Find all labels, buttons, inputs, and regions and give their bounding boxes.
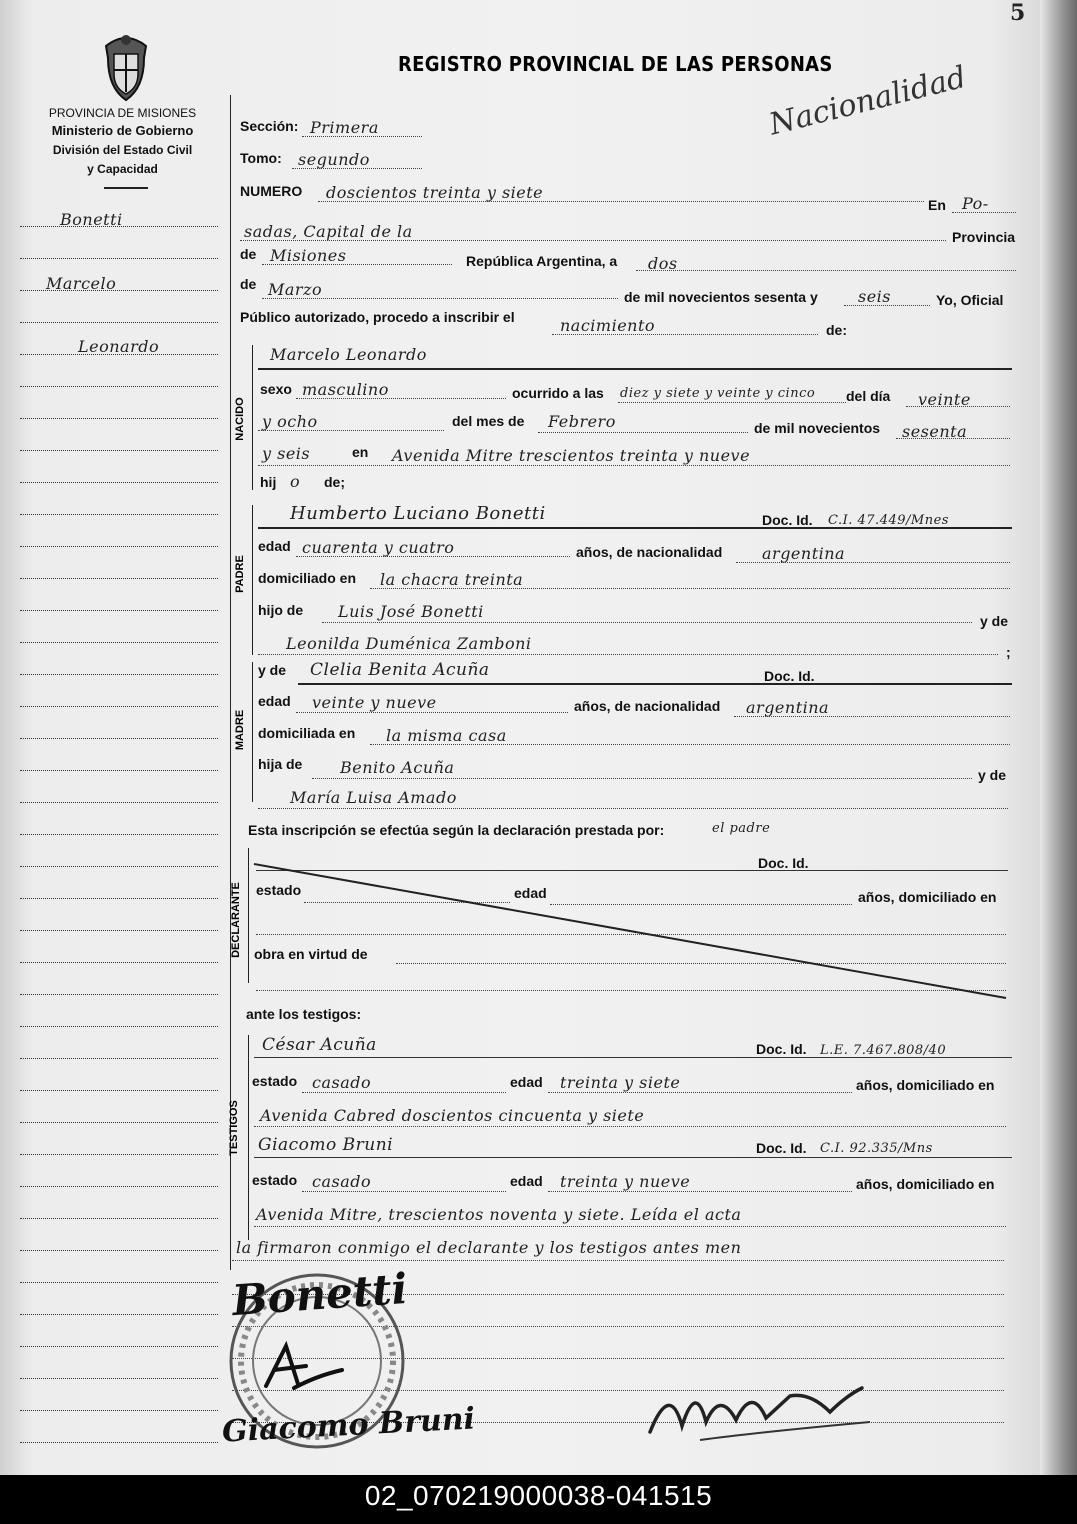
de-month-label: de (240, 276, 257, 292)
closing-line (232, 1260, 1004, 1261)
place-part1: Po- (962, 194, 989, 213)
w2-estado-value: casado (312, 1172, 372, 1191)
anio-value-2: y seis (262, 444, 311, 463)
margin-rule (20, 546, 218, 547)
mes-label: del mes de (452, 413, 525, 429)
margin-rule (20, 770, 218, 771)
w2-doc-label: Doc. Id. (756, 1140, 807, 1156)
margin-rule (20, 258, 218, 259)
madre-father-line (312, 778, 972, 779)
de-colon-label: de: (826, 322, 847, 338)
padre-yde-label: y de (980, 613, 1009, 629)
margin-rule (20, 1378, 218, 1379)
province-label: PROVINCIA DE MISIONES (48, 106, 197, 120)
madre-nac-value: argentina (746, 698, 830, 717)
padre-bracket (252, 505, 253, 655)
margin-rule (20, 1154, 218, 1155)
madre-mother-line (258, 808, 1008, 809)
seccion-value: Primera (310, 118, 379, 137)
margin-rule (20, 1346, 218, 1347)
w1-doc-label: Doc. Id. (756, 1041, 807, 1057)
padre-dom-label: domiciliado en (258, 570, 357, 586)
margin-rule (20, 962, 218, 963)
seccion-label: Sección: (240, 118, 299, 134)
margin-rule (20, 930, 218, 931)
w1-dom-line (254, 1126, 1006, 1127)
provincia-label: Provincia (952, 229, 1016, 245)
nacido-name: Marcelo Leonardo (270, 345, 427, 364)
coat-of-arms-icon (94, 28, 158, 104)
nacido-mil-label: de mil novecientos (754, 420, 881, 436)
tomo-value: segundo (298, 150, 370, 169)
nacido-en-label: en (352, 444, 369, 460)
lugar-line (258, 465, 1010, 466)
signature-official (640, 1362, 890, 1452)
w2-doc-value: C.I. 92.335/Mns (820, 1141, 933, 1156)
w2-edad-value: treinta y nueve (560, 1172, 691, 1191)
capacity-label: y Capacidad (87, 162, 158, 176)
padre-edad-label: edad (258, 538, 291, 554)
w1-estado-label: estado (252, 1073, 298, 1089)
sexo-value: masculino (302, 380, 389, 399)
margin-rule (20, 1442, 218, 1443)
margin-rule (20, 866, 218, 867)
dia-value-2: y ocho (262, 412, 318, 431)
margin-rule (20, 802, 218, 803)
nacido-name-line (258, 368, 1012, 370)
year-value: seis (858, 287, 892, 306)
section-testigos: TESTIGOS (228, 1100, 240, 1156)
section-padre: PADRE (234, 555, 246, 593)
w2-name: Giacomo Bruni (258, 1135, 394, 1155)
section-nacido: NACIDO (234, 397, 246, 441)
madre-father-value: Benito Acuña (340, 758, 455, 777)
madre-yde-label: y de (258, 662, 287, 678)
margin-rule (20, 322, 218, 323)
declarante-doc-label: Doc. Id. (758, 855, 809, 871)
margin-rule (20, 898, 218, 899)
madre-edad-value: veinte y nueve (312, 693, 437, 712)
madre-name: Clelia Benita Acuña (310, 660, 490, 680)
padre-hijo-label: hijo de (258, 602, 304, 618)
numero-value: doscientos treinta y siete (326, 183, 544, 202)
mes-line (538, 432, 748, 433)
w2-name-line (254, 1157, 1012, 1158)
declarante-estado-label: estado (256, 882, 302, 898)
margin-rule (20, 1026, 218, 1027)
w2-dom-line (254, 1226, 1006, 1227)
w1-edad-line (548, 1092, 852, 1093)
signature-witness: Giacomo Bruni (221, 1401, 476, 1450)
w2-dom-value: Avenida Mitre, trescientos noventa y siete. Leída el acta (256, 1205, 742, 1224)
padre-nac-label: años, de nacionalidad (576, 544, 723, 560)
mes-value: Febrero (548, 412, 616, 431)
madre-doc-label: Doc. Id. (764, 668, 815, 684)
declarante-anios-label: años, domiciliado en (858, 889, 997, 905)
padre-doc-label: Doc. Id. (762, 512, 813, 528)
w1-anios-label: años, domiciliado en (856, 1077, 995, 1093)
declarante-edad-label: edad (514, 885, 547, 901)
publico-label: Público autorizado, procedo a inscribir el (240, 309, 515, 325)
testigos-bracket (248, 1035, 249, 1240)
section-declarante: DECLARANTE (230, 882, 242, 958)
madre-dom-label: domiciliada en (258, 725, 356, 741)
footer-code: 02_070219000038-041515 (364, 1480, 713, 1511)
declaracion-text: Esta inscripción se efectúa según la declaración prestada por: (248, 822, 665, 838)
padre-edad-value: cuarenta y cuatro (302, 538, 455, 557)
w1-edad-value: treinta y siete (560, 1073, 681, 1092)
day-line (636, 270, 1016, 271)
tomo-label: Tomo: (240, 150, 282, 166)
padre-mother-value: Leonilda Duménica Zamboni (286, 634, 532, 653)
declarante-obra-label: obra en virtud de (254, 946, 368, 962)
madre-nac-label: años, de nacionalidad (574, 698, 721, 714)
padre-dom-value: la chacra treinta (380, 570, 524, 589)
place-part2: sadas, Capital de la (244, 222, 413, 241)
margin-rule (20, 1186, 218, 1187)
republica-label: República Argentina, a (466, 253, 618, 269)
ante-testigos-label: ante los testigos: (246, 1006, 362, 1022)
madre-bracket (252, 662, 253, 802)
anio-value-1: sesenta (902, 422, 968, 441)
w1-doc-value: L.E. 7.467.808/40 (820, 1043, 947, 1058)
margin-rule (20, 706, 218, 707)
margin-middle-name: Leonardo (78, 337, 160, 356)
w2-estado-label: estado (252, 1172, 298, 1188)
w1-estado-line (302, 1092, 506, 1093)
ocurrido-label: ocurrido a las (512, 385, 604, 401)
declaracion-value: el padre (712, 821, 771, 836)
section-madre: MADRE (234, 709, 246, 751)
margin-rule (20, 514, 218, 515)
margin-rule (20, 482, 218, 483)
madre-name-line (298, 683, 1012, 685)
sexo-label: sexo (260, 381, 292, 397)
margin-rule (20, 578, 218, 579)
margin-rule (20, 1282, 218, 1283)
margin-rule (20, 994, 218, 995)
lugar-value: Avenida Mitre trescientos treinta y nueve (392, 446, 751, 465)
w2-edad-label: edad (510, 1173, 543, 1189)
cross-out-stroke (250, 860, 1010, 1005)
signature-mark (246, 1336, 356, 1396)
margin-rule (20, 1090, 218, 1091)
margin-rule (20, 1058, 218, 1059)
padre-father-value: Luis José Bonetti (338, 602, 484, 621)
margin-rule (20, 738, 218, 739)
day-value: dos (648, 254, 678, 273)
margin-rule (20, 418, 218, 419)
ministry-label: Ministerio de Gobierno (51, 123, 194, 138)
hora-value: diez y siete y veinte y cinco (620, 386, 816, 401)
mil-label: de mil novecientos sesenta y (624, 289, 818, 305)
act-type-value: nacimiento (560, 316, 656, 335)
padre-mother-line (258, 654, 998, 655)
madre-edad-line (296, 712, 568, 713)
oficial-label: Yo, Oficial (936, 292, 1004, 308)
w1-estado-value: casado (312, 1073, 372, 1092)
padre-father-line (322, 622, 972, 623)
margin-rule (20, 610, 218, 611)
madre-edad-label: edad (258, 693, 291, 709)
margin-rule (20, 642, 218, 643)
margin-rule (20, 674, 218, 675)
del-dia-label: del día (846, 388, 891, 404)
padre-name: Humberto Luciano Bonetti (290, 503, 546, 524)
division-label: División del Estado Civil (52, 143, 193, 157)
margin-rule (20, 386, 218, 387)
header-rule (104, 187, 148, 189)
margin-rule (20, 834, 218, 835)
corner-page-mark: 5 (1010, 0, 1026, 26)
margin-rule (20, 1314, 218, 1315)
padre-semicolon: ; (1006, 644, 1011, 660)
margin-surname: Bonetti (60, 210, 123, 229)
hora-line (618, 402, 846, 403)
de-label: de (240, 246, 257, 262)
declarante-bracket (248, 848, 249, 983)
dia-value-1: veinte (918, 390, 971, 409)
hij-value: o (290, 472, 301, 491)
margin-rule (20, 1250, 218, 1251)
w1-name: César Acuña (262, 1035, 377, 1055)
document-title: REGISTRO PROVINCIAL DE LAS PERSONAS (398, 52, 833, 76)
en-label: En (928, 197, 946, 213)
margin-rule (20, 1218, 218, 1219)
w1-dom-value: Avenida Cabred doscientos cincuenta y siete (260, 1106, 645, 1125)
madre-mother-value: María Luisa Amado (290, 788, 457, 807)
numero-label: NUMERO (240, 183, 303, 199)
stamp-nacionalidad: Nacionalidad (765, 59, 970, 143)
nacido-bracket (252, 345, 253, 490)
margin-rule (20, 1122, 218, 1123)
hij-de-label: de; (324, 474, 345, 490)
madre-hija-label: hija de (258, 756, 303, 772)
w2-estado-line (302, 1191, 506, 1192)
signature-bonetti: Bonetti (230, 1263, 410, 1326)
closing-value: la firmaron conmigo el declarante y los testigos antes men (236, 1238, 742, 1257)
padre-doc-value: C.I. 47.449/Mnes (828, 513, 949, 528)
madre-dom-value: la misma casa (386, 726, 507, 745)
margin-first-name: Marcelo (46, 274, 117, 293)
hij-label: hij (260, 474, 277, 490)
margin-rule (20, 450, 218, 451)
w2-edad-line (548, 1191, 852, 1192)
province-value: Misiones (270, 246, 347, 265)
month-value: Marzo (268, 280, 323, 299)
page-edge-shadow (1040, 0, 1077, 1475)
margin-rule (20, 1410, 218, 1411)
w1-edad-label: edad (510, 1074, 543, 1090)
padre-nac-value: argentina (762, 544, 846, 563)
w2-anios-label: años, domiciliado en (856, 1176, 995, 1192)
madre-yde2-label: y de (978, 767, 1007, 783)
